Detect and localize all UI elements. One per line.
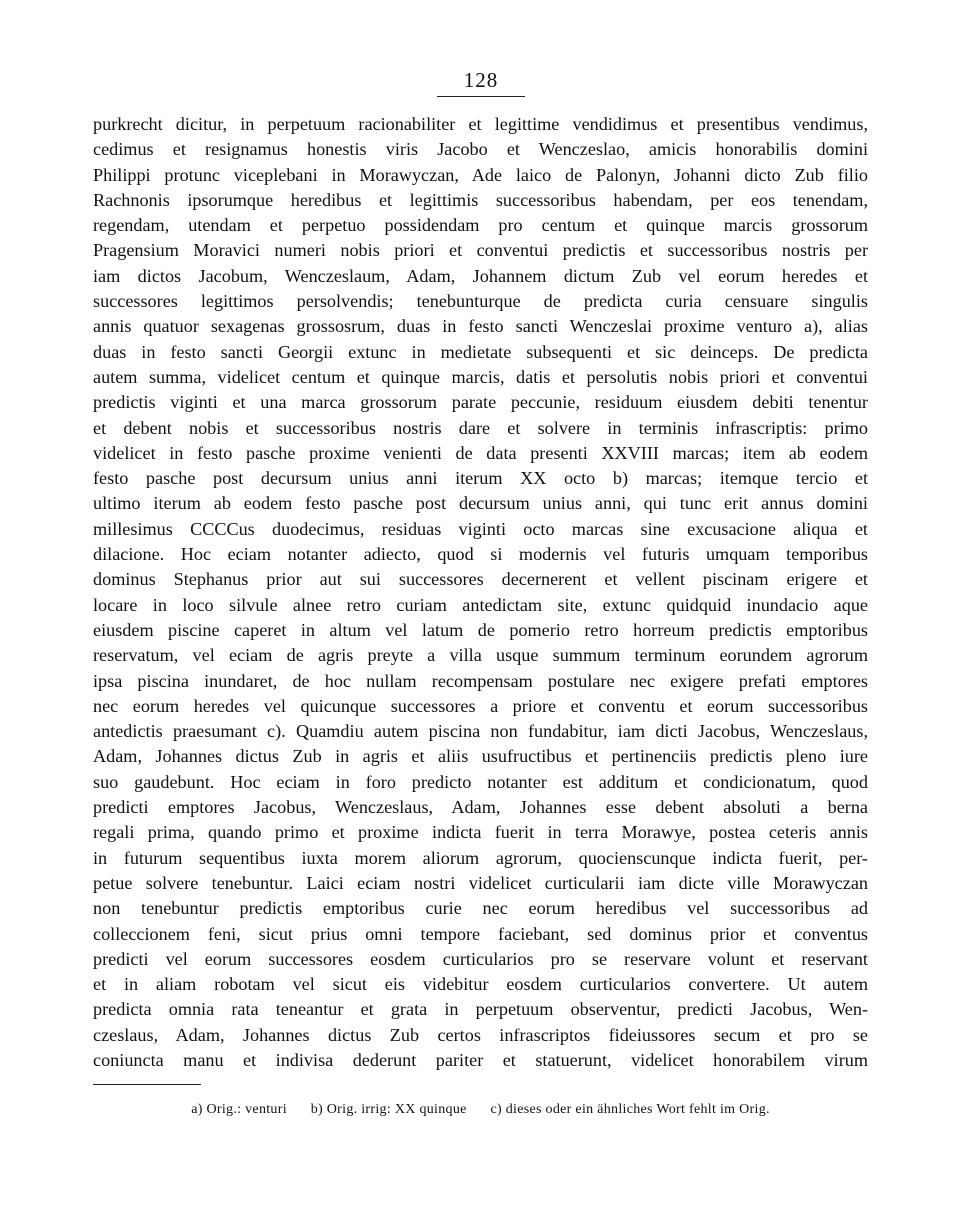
body-text — [93, 112, 868, 1073]
text-line: locare in loco silvule alnee retro curiam antedictam site, extunc quidquid inundacio aque — [93, 594, 868, 615]
text-line: eiusdem piscine caperet in altum vel latum de pomerio retro horreum predictis emptoribus — [93, 619, 868, 640]
text-line: predicta omnia rata teneantur et grata in perpetuum observentur, predicti Jacobus, Wen- — [93, 999, 868, 1020]
text-line: millesimus CCCCus duodecimus, residuas viginti octo marcas sine excusacione aliqua et — [93, 518, 868, 539]
text-line: purkrecht dicitur, in perpetuum racionabiliter et legittime vendidimus et presentibus vendimus, — [93, 114, 868, 134]
text-line: cedimus et resignamus honestis viris Jacobo et Wenczeslao, amicis honorabilis domini — [93, 139, 868, 160]
text-line: regendam, utendam et perpetuo possidendam pro centum et quinque marcis grossorum — [93, 215, 868, 236]
text-line: duas in festo sancti Georgii extunc in medietate subsequenti et sic deinceps. De predicta — [93, 341, 868, 362]
text-line: nec eorum heredes vel quicunque successores a priore et conventu et eorum successoribus — [93, 695, 868, 716]
text-line: autem summa, videlicet centum et quinque marcis, datis et persolutis nobis priori et conventui — [93, 366, 868, 387]
footnote-a: a) Orig.: venturi — [191, 1102, 287, 1117]
text-line: successores legittimos persolvendis; tenebunturque de predicta curia censuare singulis — [93, 291, 868, 312]
text-line: antedictis praesumant c). Quamdiu autem piscina non fundabitur, iam dicti Jacobus, Wenczeslaus, — [93, 721, 868, 742]
text-line: annis quatuor sexagenas grossosrum, duas in festo sancti Wenczeslai proxime venturo a), alias — [93, 316, 868, 337]
text-line: predicti emptores Jacobus, Wenczeslaus, Adam, Johannes esse debent absoluti a berna — [93, 797, 868, 818]
footnotes — [93, 1102, 868, 1118]
text-line: ipsa piscina inundaret, de hoc nullam recompensam postulare nec exigere prefati emptores — [93, 670, 868, 691]
text-line: petue solvere tenebuntur. Laici eciam nostri videlicet curticularii iam dicte ville Morawyczan — [93, 872, 868, 893]
text-line: Philippi protunc viceplebani in Morawyczan, Ade laico de Palonyn, Johanni dicto Zub filio — [93, 164, 868, 185]
text-line: suo gaudebunt. Hoc eciam in foro predicto notanter est additum et condicionatum, quod — [93, 771, 868, 792]
text-line: colleccionem feni, sicut prius omni tempore faciebant, sed dominus prior et conventus — [93, 923, 868, 944]
text-line: dilacione. Hoc eciam notanter adiecto, quod si modernis vel futuris umquam temporibus — [93, 544, 868, 565]
text-line: czeslaus, Adam, Johannes dictus Zub certos infrascriptos fideiussores secum et pro se — [93, 1024, 868, 1045]
page-number-rule — [437, 96, 525, 97]
text-line: iam dictos Jacobum, Wenczeslaum, Adam, Johannem dictum Zub vel eorum heredes et — [93, 265, 868, 286]
text-line: regali prima, quando primo et proxime indicta fuerit in terra Morawye, postea ceteris annis — [93, 822, 868, 843]
text-line: dominus Stephanus prior aut sui successores decernerent et vellent piscinam erigere et — [93, 569, 868, 590]
text-line: ultimo iterum ab eodem festo pasche post decursum unius anni, qui tunc erit annus domini — [93, 493, 868, 514]
page-number: 128 — [463, 68, 499, 92]
text-line: reservatum, vel eciam de agris preyte a villa usque summum terminum eorundem agrorum — [93, 645, 868, 666]
footnote-c: c) dieses oder ein ähnliches Wort fehlt im Orig. — [490, 1102, 770, 1117]
text-line: predictis viginti et una marca grossorum parate peccunie, residuum eiusdem debiti tenentur — [93, 392, 868, 413]
text-line: et debent nobis et successoribus nostris dare et solvere in terminis infrascriptis: primo — [93, 417, 868, 438]
text-line: Rachnonis ipsorumque heredibus et legittimis successoribus habendam, per eos tenendam, — [93, 189, 868, 210]
text-line: videlicet in festo pasche proxime venienti de data presenti XXVIII marcas; item ab eodem — [93, 442, 868, 463]
text-line: Adam, Johannes dictus Zub in agris et aliis usufructibus et pertinenciis predictis pleno iure — [93, 746, 868, 767]
footnote-rule — [93, 1084, 201, 1085]
text-line: in futurum sequentibus iuxta morem aliorum agrorum, quocienscunque indicta fuerit, per- — [93, 847, 868, 868]
text-line: Pragensium Moravici numeri nobis priori et conventui predictis et successoribus nostris per — [93, 240, 868, 261]
text-line: non tenebuntur predictis emptoribus curie nec eorum heredibus vel successoribus ad — [93, 898, 868, 919]
footnote-b: b) Orig. irrig: XX quinque — [310, 1102, 467, 1117]
text-line: festo pasche post decursum unius anni iterum XX octo b) marcas; itemque tercio et — [93, 468, 868, 489]
text-line: predicti vel eorum successores eosdem curticularios pro se reservare volunt et reservant — [93, 948, 868, 969]
text-line: coniuncta manu et indivisa dederunt pariter et statuerunt, videlicet honorabilem virum — [93, 1049, 868, 1070]
text-line: et in aliam robotam vel sicut eis videbitur eosdem curticularios convertere. Ut autem — [93, 974, 868, 995]
